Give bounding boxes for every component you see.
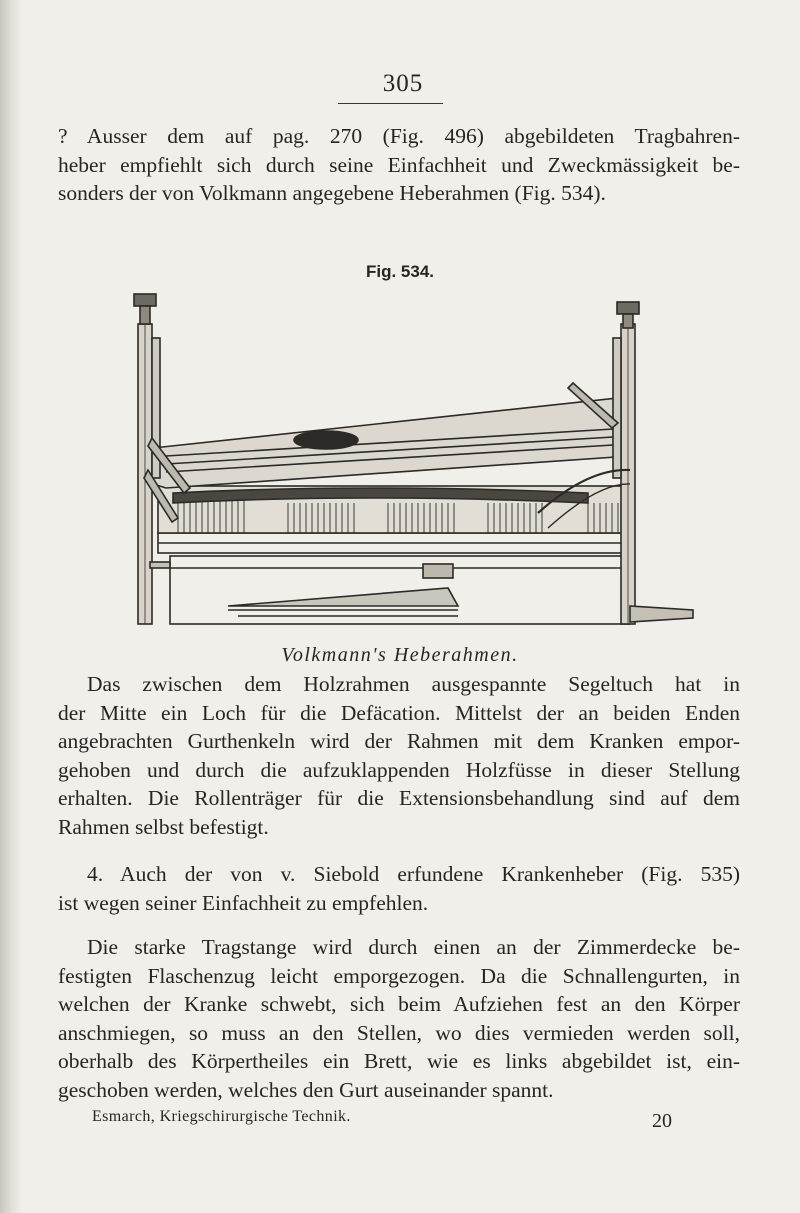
page-number: 305 [382,70,424,97]
text-line: ? Ausser dem auf pag. 270 (Fig. 496) abgebildeten Tragbahren- [58,124,740,148]
text-line: der Mitte ein Loch für die Defäcation. Mittelst der an beiden Enden [58,700,740,725]
text-line: festigten Flaschenzug leicht emporgezogen. Da die Schnallengurten, in [58,963,740,988]
text-line: Die starke Tragstange wird durch einen an der Zimmerdecke be- [87,935,740,959]
text-line: sonders der von Volkmann angegebene Heberahmen (Fig. 534). [58,181,606,206]
text-line: geschoben werden, welches den Gurt auseinander spannt. [58,1077,554,1102]
text-line: welchen der Kranke schwebt, sich beim Aufziehen fest an den Körper [58,992,740,1017]
figure-label: Fig. 534. [365,262,435,281]
intro-paragraph [58,122,740,208]
text-line: angebrachten Gurthenkeln wird der Rahmen mit dem Kranken empor- [58,729,740,754]
defecation-hole [294,431,358,449]
footer-book-title: Esmarch, Kriegschirurgische Technik. [92,1108,351,1125]
paragraph-1 [58,670,740,842]
text-line: Rahmen selbst befestigt. [58,814,269,839]
text-line: Das zwischen dem Holzrahmen ausgespannte Segeltuch hat in [87,672,740,696]
paragraph-2 [58,860,740,917]
figure-caption: Volkmann's Heberahmen. [281,644,519,666]
header-rule [338,103,443,104]
text-line: oberhalb des Körpertheiles ein Brett, wie es links abgebildet ist, ein- [58,1049,740,1074]
text-line: gehoben und durch die aufzuklappenden Holzfüsse in dieser Stellung [58,757,740,782]
text-line: erhalten. Die Rollenträger für die Extensionsbehandlung sind auf dem [58,786,740,811]
text-line: anschmiegen, so muss an den Stellen, wo dies vermieden werden soll, [58,1020,740,1045]
text-line: heber empfiehlt sich durch seine Einfachheit und Zweckmässigkeit be- [58,152,740,177]
footer-signature: 20 [652,1110,672,1132]
paragraph-3 [58,933,740,1105]
text-line: 4. Auch der von v. Siebold erfundene Krankenheber (Fig. 535) [87,862,740,886]
figure-illustration [118,288,718,638]
page-binding-shadow [0,0,22,1213]
base-frame [170,556,630,624]
text-line: ist wegen seiner Einfachheit zu empfehlen. [58,890,429,915]
